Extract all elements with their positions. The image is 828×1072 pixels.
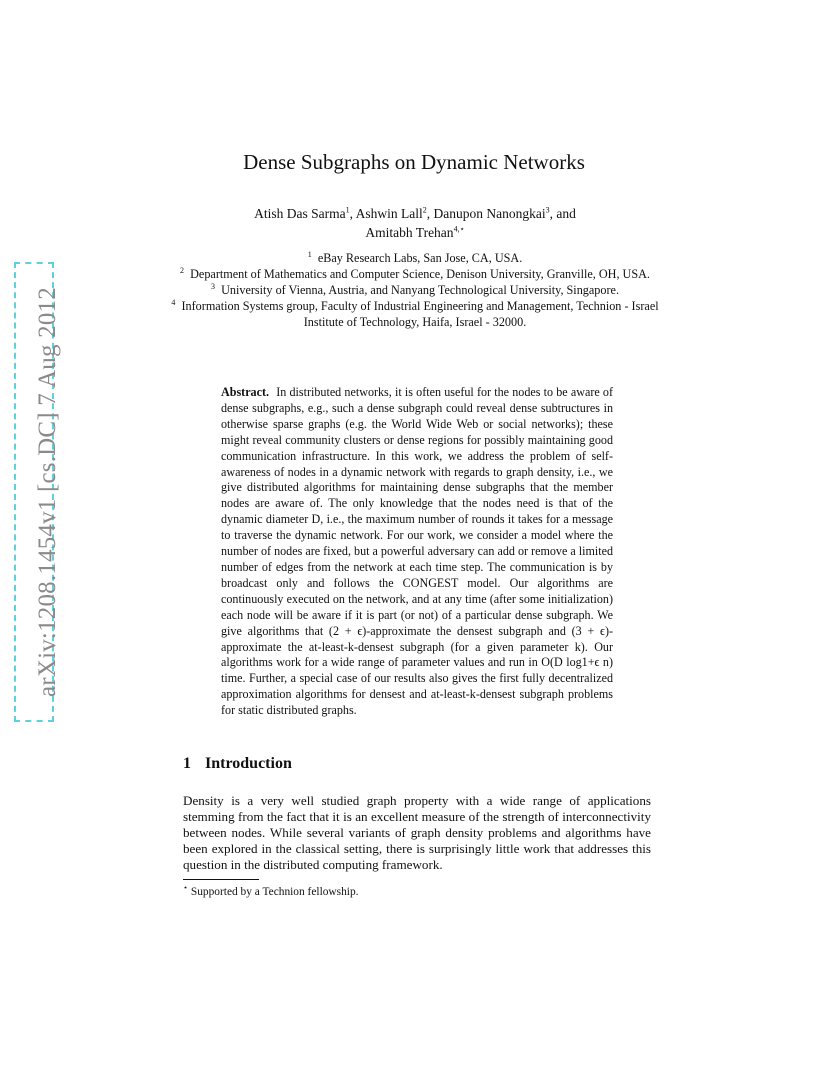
footnote (183, 883, 359, 898)
author-mark: 2 (422, 205, 427, 215)
abstract-label: Abstract. (221, 385, 270, 399)
author-name: Ashwin Lall (355, 206, 423, 221)
affiliation-mark: 3 (210, 281, 215, 291)
affiliation (160, 282, 670, 298)
section-heading (183, 755, 292, 773)
author-list: Atish Das Sarma$^1$, Ashwin Lall$^2$, Danupon Nanongkai$^3$, and Amitabh Trehan$^{4,⋆}$ (254, 205, 576, 240)
author-mark: 1 (345, 205, 350, 215)
section-title: Introduction (205, 755, 292, 772)
author-mark: 3 (545, 205, 550, 215)
affiliation-text: Information Systems group, Faculty of Industrial Engineering and Management, Technion - Israel Institute of Technology, Haifa, Israel - 32000. (181, 299, 659, 329)
footnote-text: Supported by a Technion fellowship. (190, 886, 359, 898)
intro-paragraph: Density is a very well studied graph property with a wide range of applications stemming from the fact that it is an excellent measure of the strength of interconnectivity between nodes. While several variants of graph density problems and algorithms have been explored in the classical setting, there is surprisingly little work that addresses this question in the distributed computing framework. (183, 793, 651, 872)
arxiv-stamp: arXiv:1208.1454v1 [cs.DC] 7 Aug 2012 (34, 287, 61, 697)
author-mark: 4,⋆ (453, 224, 465, 234)
affiliation (160, 266, 670, 282)
author-name: Danupon Nanongkai (433, 206, 546, 221)
affiliation-text: eBay Research Labs, San Jose, CA, USA. (317, 251, 523, 265)
affiliation-list (160, 250, 670, 330)
affiliation (160, 298, 670, 330)
affiliation-mark: 2 (180, 265, 185, 275)
section-number: 1 (183, 755, 191, 772)
affiliation-text: University of Vienna, Austria, and Nanyang Technological University, Singapore. (221, 283, 619, 297)
author-name: Atish Das Sarma (254, 206, 346, 221)
abstract-text: In distributed networks, it is often useful for the nodes to be aware of dense subgraphs, e.g., such a dense subgraph could reveal dense subtructures in otherwise sparse graphs (e.g. the World Wide Web or social networks); these might reveal community clusters or dense regions for possibly maintaining good communication infrastructure. In this work, we address the problem of self-awareness of nodes in a dynamic network with regards to graph density, i.e., we give distributed algorithms for maintaining dense subgraphs that the member nodes are aware of. The only knowledge that the nodes need is that of the dynamic diameter D, i.e., the maximum number of rounds it takes for a message to traverse the dynamic network. For our work, we consider a model where the number of nodes are fixed, but a powerful adversary can add or remove a limited number of edges from the network at each time step. The communication is by broadcast only and follows the CONGEST model. Our algorithms are continuously executed on the network, and at any time (after some initialization) each node will be aware if it is part (or not) of a particular dense subgraph. We give algorithms that (2 + ϵ)-approximate the densest subgraph and (3 + ϵ)-approximate the at-least-k-densest subgraph (for a given parameter k). Our algorithms work for a wide range of parameter values and run in O(D log1+ϵ n) time. Further, a special case of our results also gives the first fully decentralized approximation algorithms for densest and at-least-k-densest subgraph problems for static distributed graphs. (221, 385, 613, 718)
author-name: Amitabh Trehan (365, 225, 454, 240)
affiliation-mark: 1 (307, 249, 312, 259)
paper-title: Dense Subgraphs on Dynamic Networks (243, 150, 585, 174)
abstract (221, 385, 613, 719)
footnote-mark: ⋆ (183, 883, 189, 893)
affiliation-mark: 4 (171, 297, 176, 307)
affiliation (160, 250, 670, 266)
footnote-divider (183, 879, 259, 880)
affiliation-text: Department of Mathematics and Computer Science, Denison University, Granville, OH, USA. (190, 267, 650, 281)
